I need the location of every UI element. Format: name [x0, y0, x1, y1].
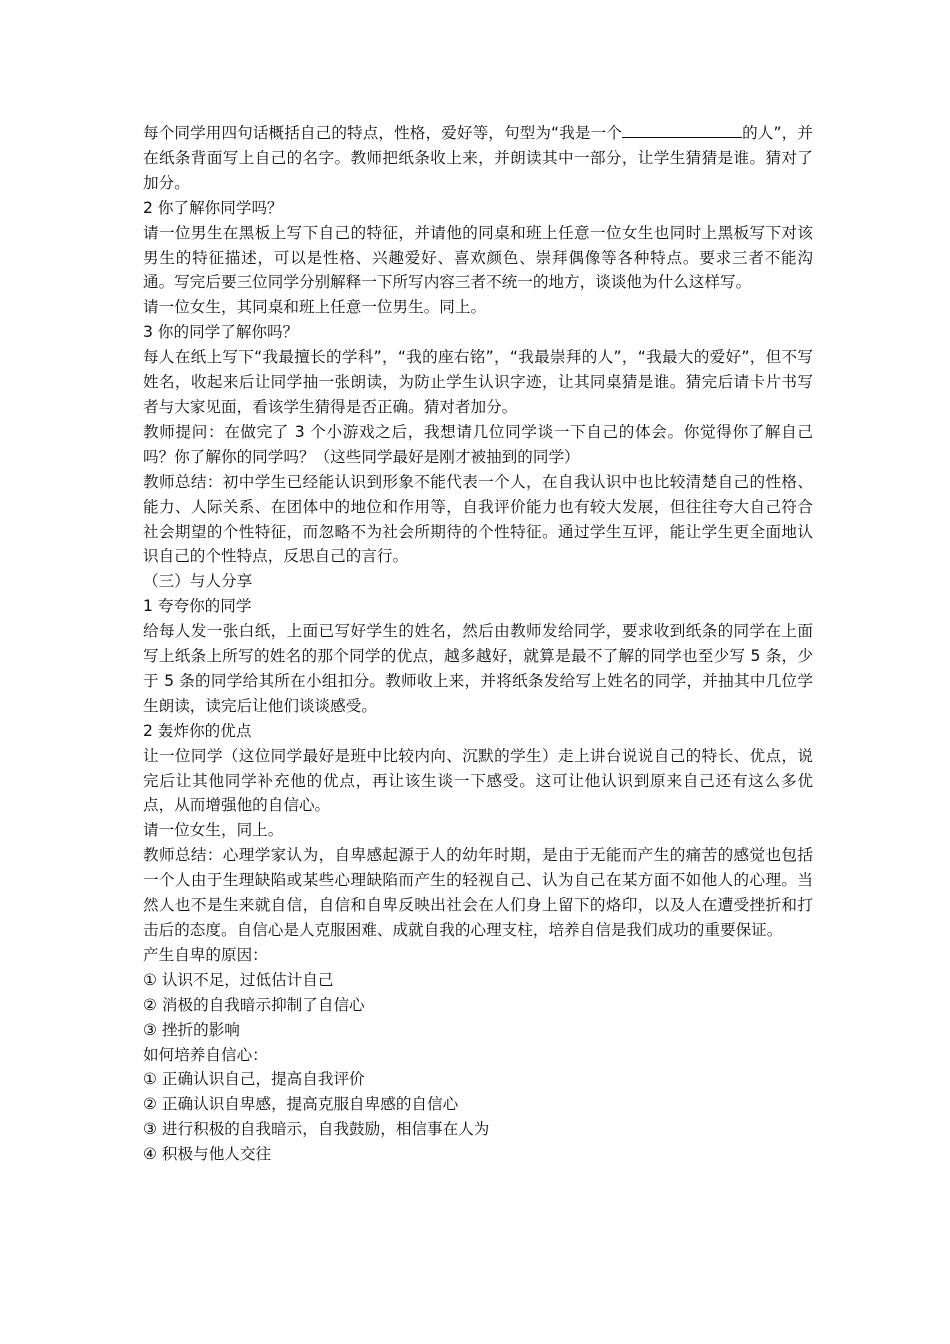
document-page — [143, 121, 813, 1167]
list-item-cause-3: ③ 挫折的影响 — [143, 1020, 240, 1039]
paragraph-praise-activity: 给每人发一张白纸，上面已写好学生的姓名，然后由教师发给同学，要求收到纸条的同学在上面写上纸条上所写的姓名的那个同学的优点，越多越好，就算是最不了解的同学也至少写 5 条，少于 5 条的同学给其所在小组扣分。教师收上来，并将纸条发给写上姓名的同学，并抽其中几位学生朗读，读完后让他们谈谈感受。 — [143, 622, 813, 715]
paragraph-girl-same: 请一位女生，同上。 — [143, 821, 284, 840]
list-item-cause-1: ① 认识不足，过低估计自己 — [143, 970, 334, 989]
heading-build-confidence: 如何培养自信心： — [143, 1045, 268, 1064]
list-item-cause-2: ② 消极的自我暗示抑制了自信心 — [143, 995, 365, 1014]
paragraph-boy-activity: 请一位男生在黑板上写下自己的特征，并请他的同桌和班上任意一位女生也同时上黑板写下对该男生的特征描述，可以是性格、兴趣爱好、喜欢颜色、崇拜偶像等各种特点。要求三者不能沟通。写完后要三位同学分别解释一下所写内容三者不统一的地方，谈谈他为什么这样写。 — [143, 223, 813, 292]
paragraph-teacher-question: 教师提问：在做完了 3 个小游戏之后，我想请几位同学谈一下自己的体会。你觉得你了解自己吗？你了解你的同学吗？（这些同学最好是刚才被抽到的同学） — [143, 422, 813, 466]
sentence-template-start: 每个同学用四句话概括自己的特点，性格，爱好等，句型为“我是一个 — [143, 124, 623, 142]
heading-bomb-strengths: 2 轰炸你的优点 — [143, 721, 252, 740]
paragraph-strengths-activity: 让一位同学（这位同学最好是班中比较内向、沉默的学生）走上讲台说说自己的特长、优点，说完后让其他同学补充他的优点，再让该生谈一下感受。这可让他认识到原来自己还有这么多优点，从而增强他的自信心。 — [143, 746, 813, 815]
heading-classmates-know-you: 3 你的同学了解你吗？ — [143, 323, 299, 342]
paragraph-card-activity: 每人在纸上写下“我最擅长的学科”，“我的座右铭”，“我最崇拜的人”，“我最大的爱好”，但不写姓名，收起来后让同学抽一张朗读，为防止学生认识字迹，让其同桌猜是谁。猜完后请卡片书写者与大家见面，看该学生猜得是否正确。猜对者加分。 — [143, 348, 813, 416]
heading-causes-of-inferiority: 产生自卑的原因： — [143, 945, 268, 964]
paragraph-teacher-summary-2: 教师总结：心理学家认为，自卑感起源于人的幼年时期，是由于无能而产生的痛苦的感觉也包括一个人由于生理缺陷或某些心理缺陷而产生的轻视自己、认为自己在某方面不如他人的心理。当然人也不是生来就自信，自信和自卑反映出社会在人们身上留下的烙印，以及人在遭受挫折和打击后的态度。自信心是人克服困难、成就自我的心理支柱，培养自信是我们成功的重要保证。 — [143, 846, 813, 939]
heading-share-with-others: （三）与人分享 — [143, 572, 253, 591]
list-item-method-4: ④ 积极与他人交往 — [143, 1145, 272, 1164]
paragraph-teacher-summary-1: 教师总结：初中学生已经能认识到形象不能代表一个人，在自我认识中也比较清楚自己的性格、能力、人际关系、在团体中的地位和作用等，自我评价能力也有较大发展，但往往夸大自己符合社会期望的个性特征，而忽略不为社会所期待的个性特征。通过学生互评，能让学生更全面地认识自己的个性特点，反思自己的言行。 — [143, 472, 813, 566]
sentence-template-end: 的人”，并在纸条背面写上自己的名字。教师把纸条收上来，并朗读其中一部分，让学生猜猜是谁。猜对了加分。 — [143, 124, 813, 192]
list-item-method-1: ① 正确认识自己，提高自我评价 — [143, 1070, 365, 1089]
list-item-method-3: ③ 进行积极的自我暗示，自我鼓励，相信事在人为 — [143, 1120, 490, 1139]
paragraph-intro-activity — [143, 121, 813, 196]
heading-praise-classmates: 1 夸夸你的同学 — [143, 597, 252, 616]
list-item-method-2: ② 正确认识自卑感，提高克服自卑感的自信心 — [143, 1095, 459, 1114]
heading-know-classmates: 2 你了解你同学吗？ — [143, 198, 283, 217]
fill-in-blank-line — [622, 122, 742, 138]
paragraph-girl-activity: 请一位女生，其同桌和班上任意一位男生。同上。 — [143, 298, 487, 317]
